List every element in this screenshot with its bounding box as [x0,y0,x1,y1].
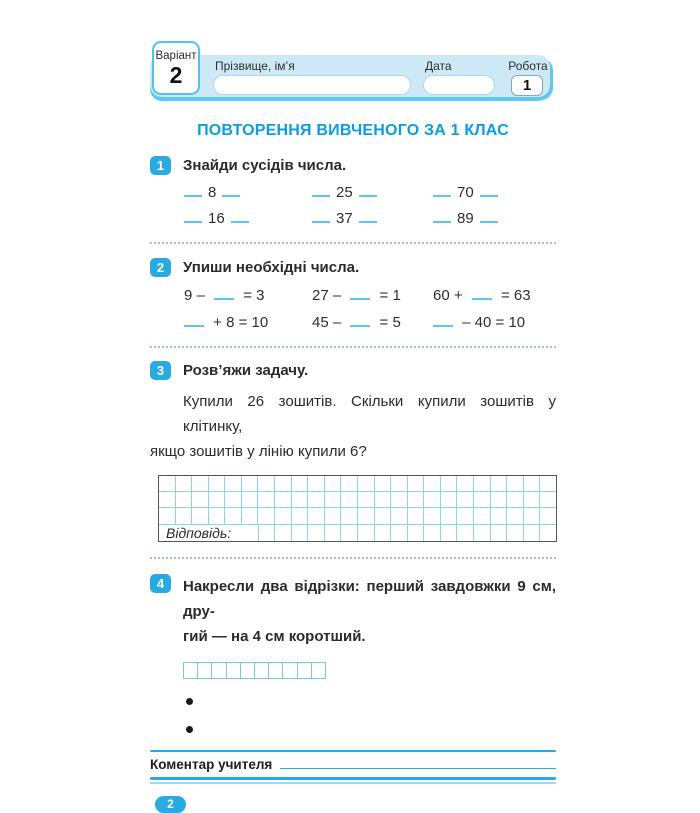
teacher-comment-row [150,757,556,772]
grid-cell [225,476,242,491]
work-label: Робота [508,59,548,73]
grid-cell [325,508,342,523]
given-number: 8 [208,184,217,201]
neighbor-item [312,184,433,201]
blank-after[interactable] [359,211,377,223]
work-field [507,55,547,96]
header-bar [150,55,550,97]
grid-row [159,476,556,492]
task3-instruction: Розв’яжи задачу. [183,362,309,379]
task1-instruction: Знайди сусідів числа. [183,157,347,174]
grid-cell [275,476,292,491]
grid-cell [441,492,458,507]
grid-cell [176,492,193,507]
measuring-strip[interactable] [183,662,556,679]
grid-cell [507,492,524,507]
grid-cell [341,508,358,523]
grid-cell [457,492,474,507]
problem-line: Купили 26 зошитів. Скільки купили зошитів у клітинку, [183,393,556,435]
grid-cell [209,492,226,507]
task3-number-badge: 3 [150,361,171,380]
name-label: Прізвище, ім’я [215,59,295,73]
grid-cell [474,508,491,523]
equation-blank[interactable] [184,315,204,327]
blank-before[interactable] [312,185,330,197]
grid-cell [424,476,441,491]
equation [433,287,556,304]
dotted-separator [150,557,556,559]
equation [184,314,312,331]
blank-before[interactable] [433,185,451,197]
equation-blank[interactable] [350,315,370,327]
grid-cell [474,525,491,541]
grid-cell [391,476,408,491]
grid-cell [358,525,375,541]
task1-header [150,156,556,175]
task2-row [150,287,556,304]
grid-cell [358,476,375,491]
task2-instruction: Упиши необхідні числа. [183,259,360,276]
grid-cell [275,525,292,541]
task1-number-badge: 1 [150,156,171,175]
neighbor-item [433,184,556,201]
grid-cell [341,525,358,541]
blank-after[interactable] [480,211,498,223]
grid-cell [308,508,325,523]
grid-cell [159,508,176,523]
work-number-box: 1 [511,75,543,96]
task2-number-badge: 2 [150,258,171,277]
grid-cell [242,492,259,507]
grid-cell [408,508,425,523]
task4-instruction-line: гий — на 4 см коротший. [183,627,366,645]
task3-header [150,361,556,380]
grid-cell [159,476,176,491]
grid-cell [441,508,458,523]
name-input[interactable] [213,75,411,95]
footer-light-line [150,782,556,784]
grid-cell [457,476,474,491]
page-title: ПОВТОРЕННЯ ВИВЧЕНОГО ЗА 1 КЛАС [197,122,509,139]
task3-problem-text [150,389,556,464]
task2-header [150,258,556,277]
neighbor-item [312,210,433,227]
equation-blank[interactable] [472,288,492,300]
footer-top-line [150,750,556,753]
equation-text: 60 + [433,287,467,304]
grid-cell [308,525,325,541]
grid-cell [540,525,556,541]
equation-text: = 5 [375,314,401,331]
equation [433,314,556,331]
grid-cell [408,492,425,507]
content-column [150,0,556,813]
grid-cell [524,525,541,541]
grid-cell [225,492,242,507]
neighbor-item [184,184,312,201]
grid-cell [325,476,342,491]
grid-cell [524,508,541,523]
grid-cell [341,476,358,491]
segment-start-points[interactable] [186,698,556,733]
grid-cell [457,508,474,523]
grid-cell [275,508,292,523]
equation-blank[interactable] [350,288,370,300]
grid-cell [507,508,524,523]
header [150,48,556,101]
teacher-comment-writing-line[interactable] [280,757,556,769]
grid-cell [192,508,209,523]
grid-cell [192,492,209,507]
grid-cell [176,476,193,491]
page-number-badge: 2 [155,796,186,813]
grid-cell [524,476,541,491]
grid-row [159,508,556,524]
date-input[interactable] [423,75,495,95]
grid-cell [225,508,242,523]
grid-cell [491,525,508,541]
grid-cell [441,525,458,541]
segment-start-dot [186,698,193,705]
grid-cell [308,476,325,491]
grid-cell [159,492,176,507]
grid-cell [391,492,408,507]
task4-instruction [183,574,556,649]
variant-number: 2 [169,61,183,88]
grid-cell [540,476,556,491]
grid-cell [176,508,193,523]
grid-cell [209,508,226,523]
grid-cell [341,492,358,507]
grid-cell [457,525,474,541]
grid-cell [441,476,458,491]
blank-before[interactable] [184,185,202,197]
grid-cell [275,492,292,507]
task4-instruction-line: Накресли два відрізки: перший завдовжки 9 см, дру- [183,577,556,620]
grid-cell [507,525,524,541]
grid-cell [424,525,441,541]
date-field [423,55,495,95]
blank-after[interactable] [480,185,498,197]
grid-cell [474,476,491,491]
dotted-separator [150,242,556,244]
grid-cell [358,492,375,507]
equation-blank[interactable] [433,315,453,327]
neighbor-item [184,210,312,227]
variant-label: Варіант [155,49,197,62]
grid-cell [259,525,276,541]
given-number: 70 [457,184,474,201]
blank-before[interactable] [184,211,202,223]
grid-cell [375,508,392,523]
grid-cell [474,492,491,507]
task1-row [150,184,556,201]
dotted-separator [150,346,556,348]
grid-cell [507,476,524,491]
equation-text: 27 – [312,287,346,304]
grid-cell [192,476,209,491]
grid-cell [258,508,275,523]
grid-cell [292,492,309,507]
task1-row [150,210,556,227]
grid-row [159,492,556,508]
grid-cell [242,508,259,523]
grid-cell [325,525,342,541]
grid-cell [308,492,325,507]
grid-cell [375,492,392,507]
given-number: 16 [208,210,225,227]
equation [312,314,433,331]
blank-before[interactable] [433,211,451,223]
equation-text: = 3 [239,287,265,304]
blank-after[interactable] [231,211,249,223]
grid-cell [540,508,556,523]
name-field [213,55,411,95]
grid-cell [524,492,541,507]
grid-cell [325,492,342,507]
blank-after[interactable] [222,185,240,197]
grid-cell [491,492,508,507]
grid-cell [258,476,275,491]
equation-text: + 8 = 10 [209,314,269,331]
grid-cell [491,476,508,491]
grid-cell [391,508,408,523]
grid-cell [375,525,392,541]
problem-line: якщо зошитів у лінію купили 6? [150,443,367,460]
variant-box [152,41,200,95]
equation-blank[interactable] [214,288,234,300]
blank-after[interactable] [359,185,377,197]
grid-cell [242,476,259,491]
footer-thick-line [150,777,556,780]
equation-text: 45 – [312,314,346,331]
grid-cell [209,476,226,491]
equation-text: = 1 [375,287,401,304]
equation-text: – 40 = 10 [458,314,526,331]
neighbor-item [433,210,556,227]
grid-cell [408,476,425,491]
equation-text: 9 – [184,287,210,304]
grid-cell [424,492,441,507]
date-label: Дата [425,59,452,73]
grid-cell [391,525,408,541]
teacher-comment-label: Коментар учителя [150,757,273,773]
answer-grid[interactable] [158,475,557,542]
grid-cell [540,492,556,507]
equation [184,287,312,304]
answer-label: Відповідь: [159,525,259,541]
task4-number-badge: 4 [150,574,171,593]
grid-cell [258,492,275,507]
grid-cell [292,476,309,491]
blank-before[interactable] [312,211,330,223]
grid-cell [491,508,508,523]
task4-header [150,574,556,649]
grid-cell [292,508,309,523]
grid-cell [292,525,309,541]
equation [312,287,433,304]
ruler-cell [311,662,327,679]
equation-text: = 63 [496,287,531,304]
given-number: 25 [336,184,353,201]
grid-cell [375,476,392,491]
given-number: 37 [336,210,353,227]
grid-cell [358,508,375,523]
grid-cell [408,525,425,541]
task2-row [150,314,556,331]
grid-cell [424,508,441,523]
answer-row [159,525,556,541]
given-number: 89 [457,210,474,227]
segment-start-dot [186,726,193,733]
